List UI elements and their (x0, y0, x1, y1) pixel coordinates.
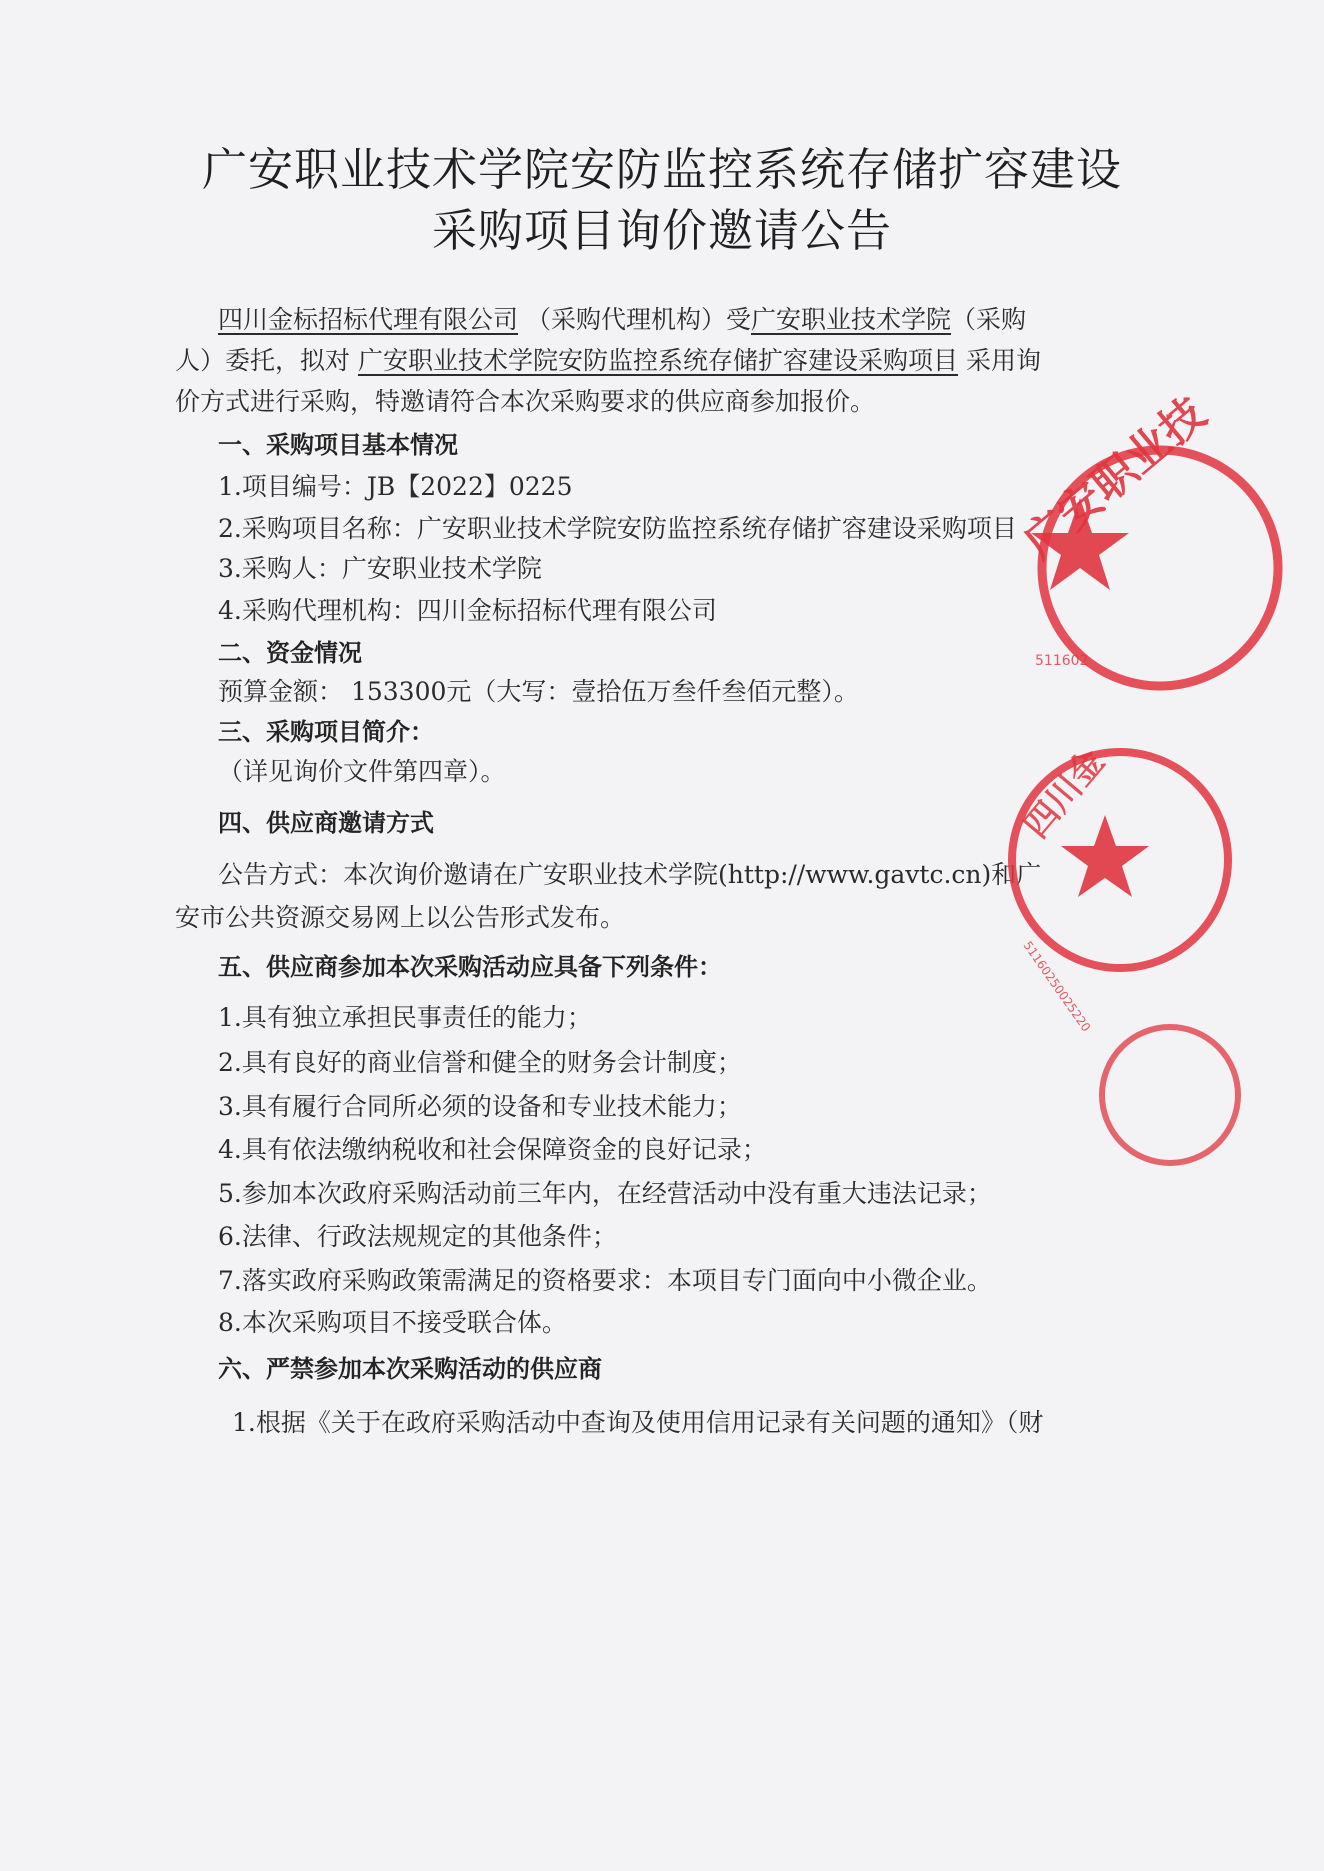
section1-item: 1.项目编号：JB【2022】0225 (218, 472, 573, 501)
condition-item: 5.参加本次政府采购活动前三年内，在经营活动中没有重大违法记录； (218, 1179, 992, 1208)
condition-item: 4.具有依法缴纳税收和社会保障资金的良好记录； (218, 1135, 767, 1164)
seal2-code: 51160250025220 (1020, 938, 1094, 1035)
section4-line-2: 安市公共资源交易网上以公告形式发布。 (175, 903, 626, 932)
section4-line-1: 公告方式：本次询价邀请在广安职业技术学院(http://www.gavtc.cn)和广 (218, 860, 1042, 889)
section3-heading: 三、采购项目简介： (218, 718, 434, 746)
section6-heading: 六、严禁参加本次采购活动的供应商 (218, 1355, 602, 1383)
doc-title-line1: 广安职业技术学院安防监控系统存储扩容建设 (201, 143, 1122, 196)
intro-line-2: 人）委托，拟对 广安职业技术学院安防监控系统存储扩容建设采购项目 采用询 (175, 346, 1041, 375)
seal2-text: 四川金 (1016, 741, 1113, 846)
condition-item: 6.法律、行政法规规定的其他条件； (218, 1222, 617, 1251)
condition-item: 8.本次采购项目不接受联合体。 (218, 1308, 567, 1337)
section4-heading: 四、供应商邀请方式 (218, 809, 434, 837)
purchaser-seal (980, 387, 1324, 700)
agency-name: 四川金标招标代理有限公司 (218, 305, 519, 334)
section5-heading: 五、供应商参加本次采购活动应具备下列条件： (218, 953, 722, 981)
seal1-code: 511602 (1035, 653, 1089, 669)
project-name: 广安职业技术学院安防监控系统存储扩容建设采购项目 (357, 346, 958, 375)
seal1-text: 广安职业技 (1014, 387, 1216, 569)
section6-line-1: 1.根据《关于在政府采购活动中查询及使用信用记录有关问题的通知》（财 (232, 1408, 1044, 1437)
purchaser-name: 广安职业技术学院 (750, 305, 951, 334)
section1-item: 4.采购代理机构：四川金标招标代理有限公司 (218, 596, 717, 625)
section1-item: 2.采购项目名称：广安职业技术学院安防监控系统存储扩容建设采购项目 (218, 514, 1017, 543)
section3-text: （详见询价文件第四章）。 (218, 757, 506, 786)
condition-item: 2.具有良好的商业信誉和健全的财务会计制度； (218, 1048, 742, 1077)
budget-amount: 预算金额： 153300元（大写：壹拾伍万叁仟叁佰元整）。 (218, 677, 859, 706)
intro-line-3: 价方式进行采购，特邀请符合本次采购要求的供应商参加报价。 (175, 387, 876, 416)
section2-heading: 二、资金情况 (218, 639, 362, 667)
partial-seal (1070, 1020, 1324, 1170)
section1-heading: 一、采购项目基本情况 (218, 431, 458, 459)
condition-item: 1.具有独立承担民事责任的能力； (218, 1003, 592, 1032)
agency-seal (1005, 741, 1324, 1035)
condition-item: 3.具有履行合同所必须的设备和专业技术能力； (218, 1092, 742, 1121)
condition-item: 7.落实政府采购政策需满足的资格要求：本项目专门面向中小微企业。 (218, 1266, 992, 1295)
doc-title-line2: 采购项目询价邀请公告 (431, 204, 892, 257)
intro-line-1: 四川金标招标代理有限公司 （采购代理机构）受广安职业技术学院（采购 (218, 305, 1026, 334)
section1-item: 3.采购人：广安职业技术学院 (218, 554, 542, 583)
